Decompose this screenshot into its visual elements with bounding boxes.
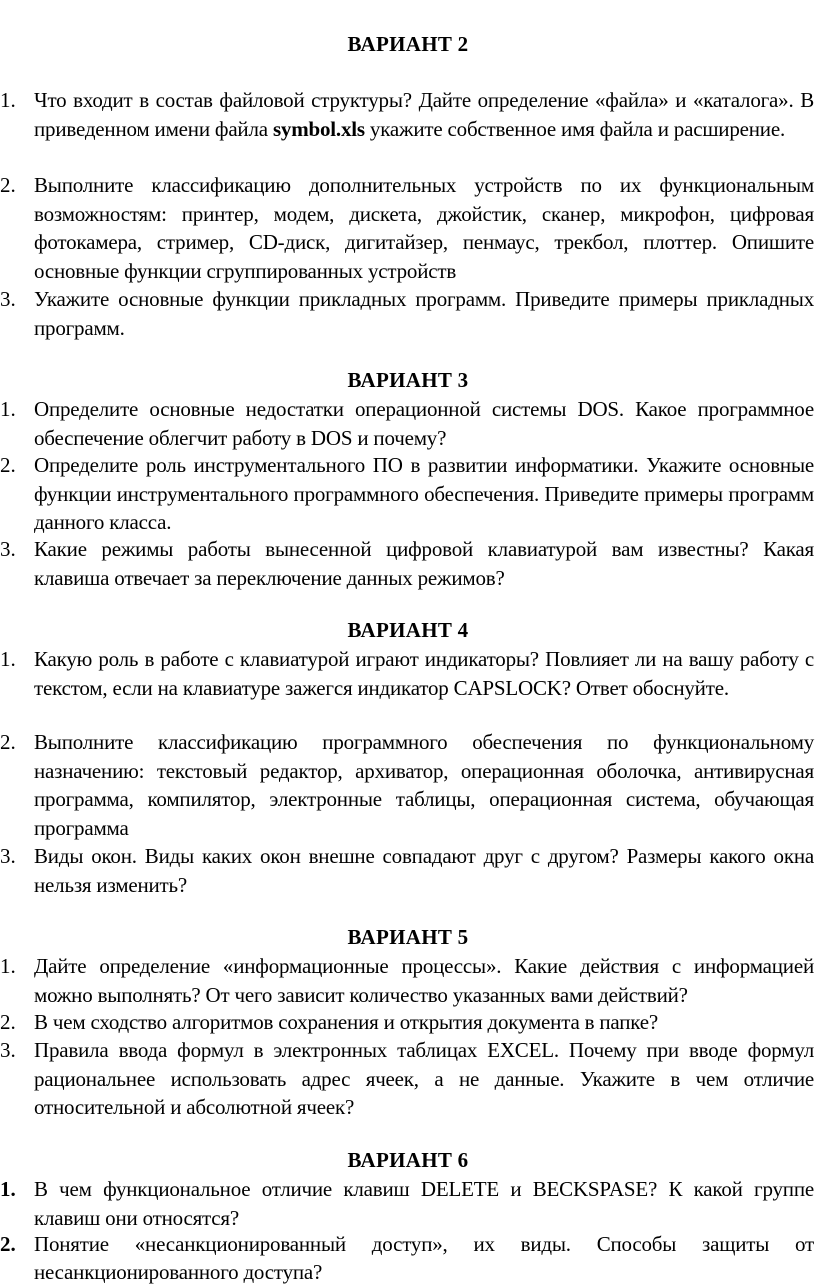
question-number: 1. (0, 1177, 16, 1201)
question-text: Правила ввода формул в электронных таблицах EXCEL. Почему при вводе формул рациональнее использовать адрес ячеек, а не данные. Укажите в чем отличие относительной и абсолютной ячеек? (34, 1038, 814, 1120)
question-number: 1. (0, 397, 16, 421)
file-name-example: symbol.xls (272, 116, 365, 141)
question-text: Какую роль в работе с клавиатурой играют индикаторы? Повлияет ли на вашу работу с текстом, если на клавиатуре зажегся индикатор CAPSLOCK? Ответ обоснуйте. (34, 647, 814, 700)
question-number: 3. (0, 1038, 16, 1062)
section-title-variant-3: ВАРИАНТ 3 (347, 368, 469, 392)
question-number: 3. (0, 537, 16, 561)
question-text: Определите основные недостатки операционной системы DOS. Какое программное обеспечение облегчит работу в DOS и почему? (34, 397, 814, 450)
question-text: В чем сходство алгоритмов сохранения и открытия документа в папке? (34, 1010, 659, 1034)
question-number: 3. (0, 844, 16, 868)
question-number: 2. (0, 730, 16, 754)
section-title-variant-4: ВАРИАНТ 4 (347, 618, 469, 642)
question-text: Дайте определение «информационные процессы». Какие действия с информацией можно выполнять? От чего зависит количество указанных вами действий? (34, 954, 814, 1007)
section-title-variant-6: ВАРИАНТ 6 (347, 1148, 469, 1172)
question-text: Укажите основные функции прикладных программ. Приведите примеры прикладных программ. (34, 287, 814, 340)
question-text: В чем функциональное отличие клавиш DELETE и BECKSPASE? К какой группе клавиш они относятся? (34, 1177, 814, 1230)
section-title-variant-2: ВАРИАНТ 2 (347, 32, 469, 56)
question-text: Что входит в состав файловой структуры? Дайте определение «файла» и «каталога». В приведенном имени файла symbol.xls укажите собственное имя файла и расширение. (34, 88, 814, 141)
question-number: 1. (0, 647, 16, 671)
question-number: 1. (0, 88, 16, 112)
question-text: Какие режимы работы вынесенной цифровой клавиатурой вам известны? Какая клавиша отвечает за переключение данных режимов? (34, 537, 814, 590)
question-text: Определите роль инструментального ПО в развитии информатики. Укажите основные функции инструментального программного обеспечения. Приведите примеры программ данного класса. (34, 453, 814, 535)
section-title-variant-5: ВАРИАНТ 5 (347, 925, 469, 949)
question-number: 2. (0, 453, 16, 477)
question-number: 2. (0, 1232, 16, 1256)
question-text: Выполните классификацию дополнительных устройств по их функциональным возможностям: принтер, модем, дискета, джойстик, сканер, микрофон, цифровая фотокамера, стример, CD-диск, дигитайзер, пенмаус, трекбол, плоттер. Опишите основные функции сгруппированных устройств (34, 173, 814, 283)
question-text: Понятие «несанкционированный доступ», их виды. Способы защиты от несанкционированного доступа? (34, 1232, 814, 1285)
question-number: 2. (0, 173, 16, 197)
question-text: Виды окон. Виды каких окон внешне совпадают друг с другом? Размеры какого окна нельзя изменить? (34, 844, 814, 897)
question-text: Выполните классификацию программного обеспечения по функциональному назначению: текстовый редактор, архиватор, операционная оболочка, антивирусная программа, компилятор, электронные таблицы, операционная система, обучающая программа (34, 730, 814, 840)
question-number: 2. (0, 1010, 16, 1034)
question-number: 1. (0, 954, 16, 978)
question-number: 3. (0, 287, 16, 311)
